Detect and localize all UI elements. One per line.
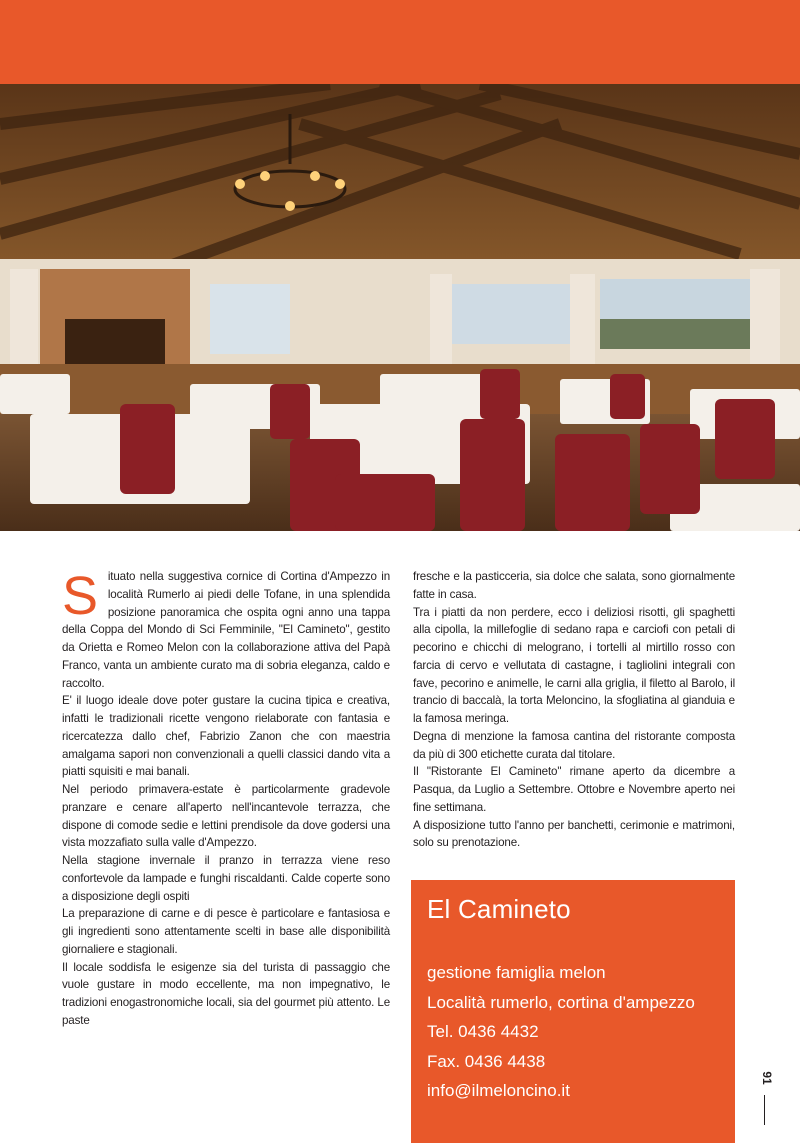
- article-paragraph: La preparazione di carne e di pesce è particolare e fantasiosa e gli ingredienti sono attentamente scelti in base alle disponibilità giornaliere e stagionali.: [62, 907, 390, 956]
- restaurant-name: El Camineto: [427, 894, 571, 924]
- contact-details: [427, 958, 695, 1106]
- article-paragraph: E' il luogo ideale dove poter gustare la cucina tipica e creativa, infatti le tradizionali ricette vengono rielaborate con fantasia e ricercatezza dallo chef, Fabrizio Zanon che con maestria amalgama sapori non convenzionali a quelli classici dando vita a piatti squisiti e mai banali.: [62, 694, 390, 779]
- article-right-column: [413, 568, 735, 852]
- email-link[interactable]: info@ilmeloncino.it: [427, 1081, 570, 1100]
- drop-cap: S: [62, 566, 98, 626]
- article-paragraph: Il "Ristorante El Camineto" rimane aperto da dicembre a Pasqua, da Luglio a Settembre. Ottobre e Novembre aperto nei fine settimana.: [413, 765, 735, 814]
- article-paragraph: Il locale soddisfa le esigenze sia del turista di passaggio che vuole gustare in modo eccellente, ma non impegnativo, le tradizioni enogastronomiche locali, sia del gourmet più attento. Le paste: [62, 960, 390, 1027]
- address-line: Località rumerlo, cortina d'ampezzo: [427, 992, 695, 1012]
- management-line: gestione famiglia melon: [427, 963, 606, 982]
- contact-info-box: [411, 880, 735, 1143]
- article-paragraph: fresche e la pasticceria, sia dolce che salata, sono giornalmente fatte in casa.: [413, 570, 735, 601]
- article-paragraph: ituato nella suggestiva cornice di Cortina d'Ampezzo in località Rumerlo ai piedi delle Tofane, in una splendida posizione panoramica che ospita ogni anno una tappa della Coppa del Mondo di Sci Femminile, "El Camineto", gestito da Orietta e Romeo Melon con la collaborazione attiva del Papà Franco, vanta un ambiente curato ma di sobria eleganza, caldo e raccolto.: [62, 570, 390, 690]
- page-number: 91: [760, 1071, 774, 1085]
- article-paragraph: Degna di menzione la famosa cantina del ristorante composta da più di 300 etichette curata dal titolare.: [413, 729, 735, 761]
- phone-line: Tel. 0436 4432: [427, 1022, 539, 1041]
- article-paragraph: Nella stagione invernale il pranzo in terrazza viene reso confortevole da lampade e funghi riscaldanti. Calde coperte sono a disposizione degli ospiti: [62, 854, 390, 903]
- article-paragraph: Tra i piatti da non perdere, ecco i deliziosi risotti, gli spaghetti alla cipolla, la millefoglie di sedano rapa e carciofi con petali di pecorino e chicchi di melograno, i tortelli al mirtillo rosso con farcia di cervo e vellutata di castagne, i tagliolini integrali con fave, pecorino e animelle, le carni alla griglia, il filetto al Barolo, il trancio di baccalà, la torta Meloncino, la sfogliatina al gianduia e la famosa meringa.: [413, 605, 735, 725]
- top-color-bar: [0, 0, 800, 84]
- article-paragraph: A disposizione tutto l'anno per banchetti, cerimonie e matrimoni, solo su prenotazione.: [413, 818, 735, 850]
- article-left-column: [62, 568, 390, 1030]
- article-paragraph: Nel periodo primavera-estate è particolarmente gradevole pranzare e cenare all'aperto nell'incantevole terrazza, che dispone di comode sedie e lettini prendisole da dove godersi una vista mozzafiato sulla valle d'Ampezzo.: [62, 783, 390, 850]
- page-number-rule: [764, 1095, 765, 1125]
- fax-line: Fax. 0436 4438: [427, 1051, 546, 1071]
- restaurant-photo: [0, 84, 800, 531]
